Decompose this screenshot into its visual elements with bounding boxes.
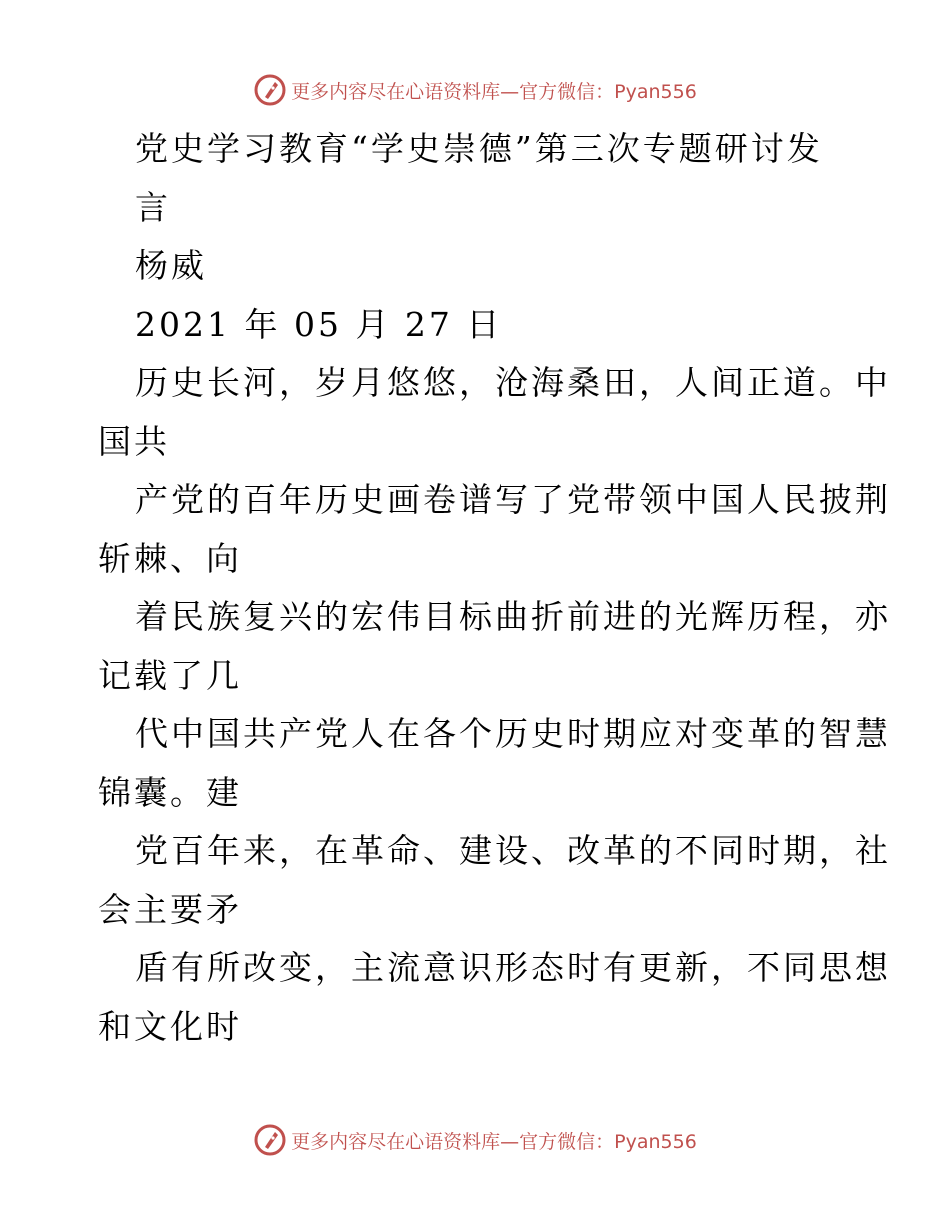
paragraph-line: 和文化时 — [98, 1006, 242, 1046]
paragraph-line: 锦囊。建 — [98, 772, 242, 812]
paragraph-line: 会主要矛 — [98, 889, 242, 929]
document-paragraph — [98, 354, 891, 1056]
footer-text-main: 更多内容尽在心语资料库 — [291, 1130, 501, 1153]
paragraph-line: 产党的百年历史画卷谱写了党带领中国人民披荆 — [135, 480, 891, 519]
document-author: 杨威 — [135, 246, 207, 285]
paragraph-line: 斩棘、向 — [98, 538, 242, 578]
document-date: 2021 年 05 月 27 日 — [135, 304, 503, 344]
paragraph-line: 历史长河，岁月悠悠，沧海桑田，人间正道。中 — [135, 363, 891, 402]
paragraph-line: 记载了几 — [98, 655, 242, 695]
paragraph-line: 着民族复兴的宏伟目标曲折前进的光辉历程，亦 — [135, 597, 891, 636]
paragraph-line: 党百年来，在革命、建设、改革的不同时期，社 — [135, 831, 891, 870]
header-text — [291, 77, 697, 104]
paragraph-line: 盾有所改变，主流意识形态时有更新，不同思想 — [135, 948, 891, 987]
paragraph-line: 国共 — [98, 421, 170, 461]
header-text-tail: 官方微信：Pyan556 — [519, 80, 697, 103]
header-text-dash: — — [500, 80, 520, 103]
footer-text — [291, 1127, 697, 1154]
document-body — [98, 120, 891, 1056]
footer-banner — [0, 1120, 950, 1160]
header-text-main: 更多内容尽在心语资料库 — [291, 80, 501, 103]
document-title-line-2: 言 — [135, 187, 171, 227]
document-title-line-1: 党史学习教育“学史崇德”第三次专题研讨发 — [135, 129, 823, 168]
pen-nib-circle-icon — [253, 1123, 287, 1157]
header-banner — [0, 70, 950, 110]
pen-nib-circle-icon — [253, 73, 287, 107]
footer-text-tail: 官方微信：Pyan556 — [519, 1130, 697, 1153]
footer-text-dash: — — [500, 1130, 520, 1153]
paragraph-line: 代中国共产党人在各个历史时期应对变革的智慧 — [135, 714, 891, 753]
